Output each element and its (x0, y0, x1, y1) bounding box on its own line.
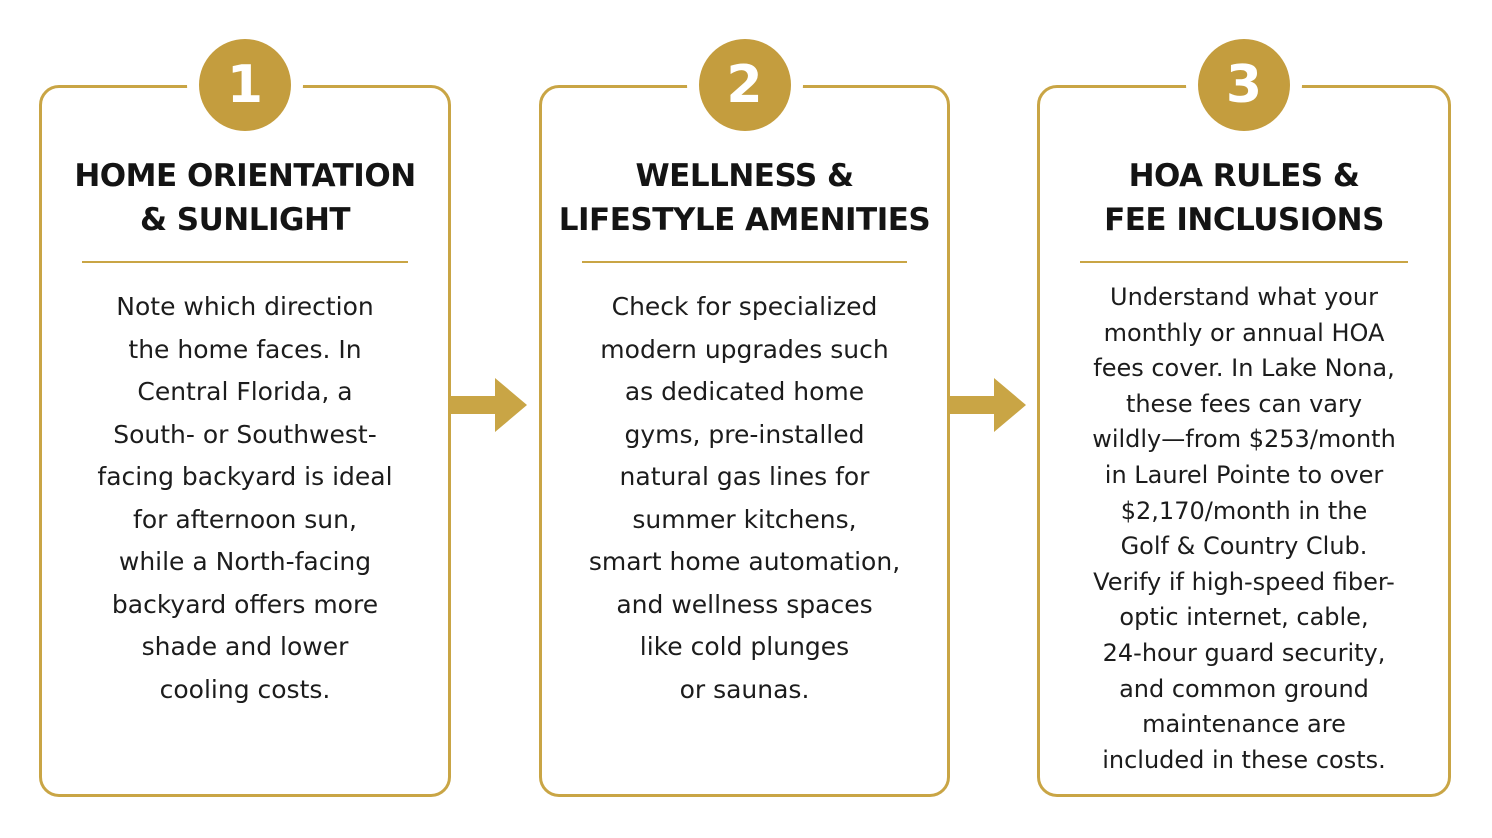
step-description (1050, 280, 1438, 778)
title-divider (582, 261, 907, 263)
step-title-line: HOA RULES & (1128, 158, 1360, 194)
description-line: monthly or annual HOA (1103, 318, 1385, 347)
description-line: Check for specialized (611, 292, 878, 321)
description-line: Note which direction (116, 292, 374, 321)
description-line: modern upgrades such (600, 334, 889, 364)
step-title-line: FEE INCLUSIONS (1104, 202, 1384, 238)
description-line: while a North-facing (118, 547, 372, 576)
description-line: Verify if high-speed fiber- (1093, 567, 1395, 596)
step-title-line: LIFESTYLE AMENITIES (558, 202, 931, 238)
arrow-right-icon (950, 378, 1026, 432)
step-card-wellness-amenities (539, 55, 950, 797)
description-line: facing backyard is ideal (97, 462, 393, 491)
description-line: Central Florida, a (137, 377, 353, 406)
description-line: or saunas. (679, 674, 810, 704)
description-line: $2,170/month in the (1120, 496, 1368, 525)
description-line: Understand what your (1110, 283, 1378, 311)
description-line: the home faces. In (128, 334, 362, 364)
step-title-line: WELLNESS & (635, 158, 854, 194)
description-line: fees cover. In Lake Nona, (1093, 354, 1395, 383)
description-line: maintenance are (1142, 710, 1346, 739)
description-line: in Laurel Pointe to over (1104, 460, 1384, 489)
description-line: like cold plunges (639, 632, 850, 661)
description-line: optic internet, cable, (1119, 603, 1369, 632)
step-number: 3 (1225, 55, 1263, 115)
step-number: 2 (726, 55, 763, 115)
step-description (552, 286, 937, 711)
title-divider (1080, 261, 1408, 263)
description-line: summer kitchens, (632, 504, 857, 534)
title-divider (82, 261, 408, 263)
description-line: for afternoon sun, (133, 504, 357, 534)
step-card-hoa-rules (1037, 55, 1451, 797)
step-title (542, 154, 947, 242)
step-card-home-orientation (39, 55, 451, 797)
description-line: smart home automation, (588, 547, 901, 576)
step-title (1040, 154, 1448, 242)
description-line: as dedicated home (624, 377, 865, 406)
description-line: backyard offers more (111, 589, 379, 619)
step-title-line: HOME ORIENTATION (74, 158, 416, 194)
description-line: wildly—from $253/month (1092, 425, 1396, 454)
description-line: these fees can vary (1125, 389, 1363, 418)
step-number-badge (199, 39, 291, 131)
description-line: cooling costs. (159, 674, 331, 704)
description-line: gyms, pre-installed (624, 419, 865, 449)
description-line: South- or Southwest- (113, 419, 377, 449)
step-description (52, 286, 438, 711)
description-line: and common ground (1119, 674, 1369, 703)
description-line: 24-hour guard security, (1102, 638, 1386, 667)
step-number: 1 (226, 55, 264, 115)
step-number-badge (699, 39, 791, 131)
description-line: shade and lower (141, 632, 349, 661)
description-line: Golf & Country Club. (1120, 532, 1368, 561)
step-title (42, 154, 448, 242)
description-line: and wellness spaces (616, 589, 873, 619)
description-line: included in these costs. (1102, 745, 1386, 774)
arrow-right-icon (451, 378, 527, 432)
description-line: natural gas lines for (619, 462, 870, 491)
step-number-badge (1198, 39, 1290, 131)
step-title-line: & SUNLIGHT (139, 202, 351, 238)
